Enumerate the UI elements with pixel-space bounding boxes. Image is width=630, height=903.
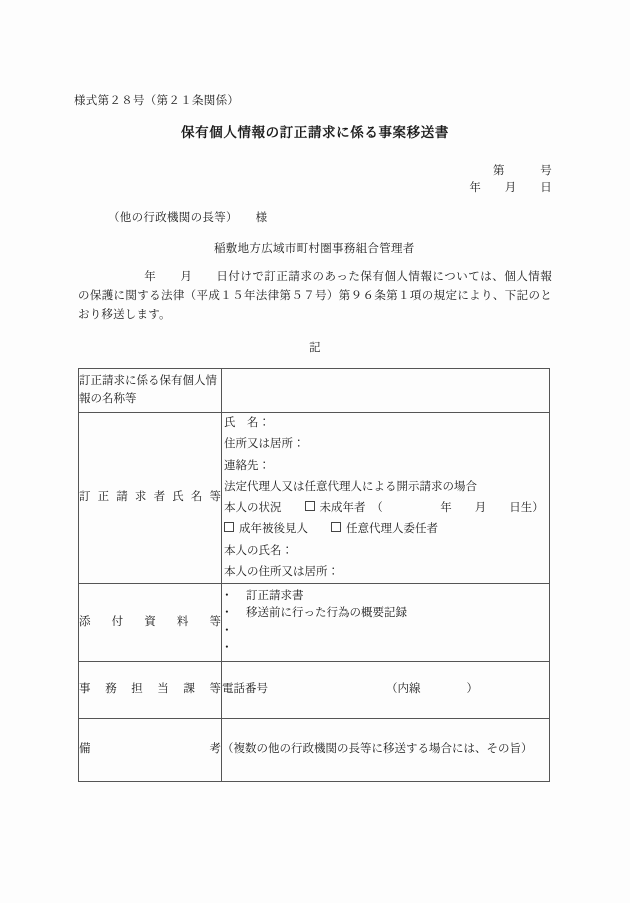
attachment-list (222, 588, 549, 656)
list-item[interactable] (222, 640, 549, 657)
bullet-icon: ･ (224, 624, 230, 637)
list-item-label: 訂正請求書 (246, 590, 304, 603)
checkbox-ward-icon[interactable] (224, 522, 234, 532)
bullet-icon: ･ (224, 641, 230, 654)
list-item-label: 移送前に行った行為の概要記録 (246, 607, 407, 620)
row-label-remarks: 備考 (79, 719, 222, 782)
checkbox-ward-label: 成年被後見人 (239, 523, 308, 536)
row-label-requester: 訂正請求者氏名等 (79, 413, 222, 584)
requester-field-list (222, 413, 549, 583)
proxy-case-heading: 法定代理人又は任意代理人による開示請求の場合 (224, 480, 477, 493)
body-paragraph (78, 268, 552, 325)
bullet-icon: ･ (224, 607, 230, 620)
issuer-line: 稲敷地方広域市町村圏事務組合管理者 (214, 243, 415, 255)
checkbox-minor-label: 未成年者 （ 年 月 日生） (319, 502, 544, 514)
row-value-information-name[interactable] (222, 369, 550, 413)
table-row (79, 584, 550, 662)
list-item[interactable] (222, 605, 549, 622)
row-label-information-name: 訂正請求に係る保有個人情報の名称等 (79, 369, 222, 413)
requester-address-field[interactable]: 住所又は居所： (224, 438, 305, 451)
form-table (78, 368, 550, 782)
checkbox-proxy-icon[interactable] (331, 522, 341, 532)
extension-label: （内線 ） (386, 683, 478, 696)
document-date-line: 年 月 日 (469, 182, 552, 194)
row-label-attachments: 添付資料等 (79, 584, 222, 662)
row-label-department: 事務担当課等 (79, 662, 222, 719)
table-row (79, 369, 550, 413)
table-row (79, 719, 550, 782)
document-number-line: 第 号 (493, 165, 552, 177)
addressee-line: （他の行政機関の長等） 様 (108, 212, 268, 224)
page-title: 保有個人情報の訂正請求に係る事案移送書 (181, 125, 449, 140)
checkbox-minor-icon[interactable] (305, 501, 315, 511)
principal-status-label: 本人の状況 (224, 502, 282, 514)
principal-address-field[interactable]: 本人の住所又は居所： (224, 565, 339, 578)
principal-status-row (222, 498, 549, 519)
table-row (79, 662, 550, 719)
form-number: 様式第２８号（第２１条関係） (74, 95, 240, 107)
bullet-icon: ･ (224, 590, 230, 603)
requester-name-field[interactable]: 氏 名： (224, 417, 270, 429)
requester-contact-field[interactable]: 連絡先： (224, 459, 270, 472)
row-value-department (222, 662, 550, 719)
principal-status-row-2 (222, 519, 549, 540)
telephone-row (222, 681, 549, 698)
row-value-attachments (222, 584, 550, 662)
row-value-requester (222, 413, 550, 584)
telephone-label: 電話番号 (222, 683, 268, 696)
list-item[interactable] (222, 588, 549, 605)
table-row (79, 413, 550, 584)
checkbox-proxy-label: 任意代理人委任者 (346, 523, 438, 536)
ki-mark: 記 (309, 342, 321, 354)
list-item[interactable] (222, 623, 549, 640)
row-value-remarks[interactable] (222, 719, 550, 782)
remarks-hint-text: （複数の他の行政機関の長等に移送する場合には、その旨） (222, 743, 533, 756)
principal-name-field[interactable]: 本人の氏名： (224, 544, 293, 557)
body-paragraph-text: 年 月 日付けで訂正請求のあった保有個人情報については、個人情報の保護に関する法律（平成１５年法律第５７号）第９６条第１項の規定により、下記のとおり移送します。 (78, 271, 552, 321)
